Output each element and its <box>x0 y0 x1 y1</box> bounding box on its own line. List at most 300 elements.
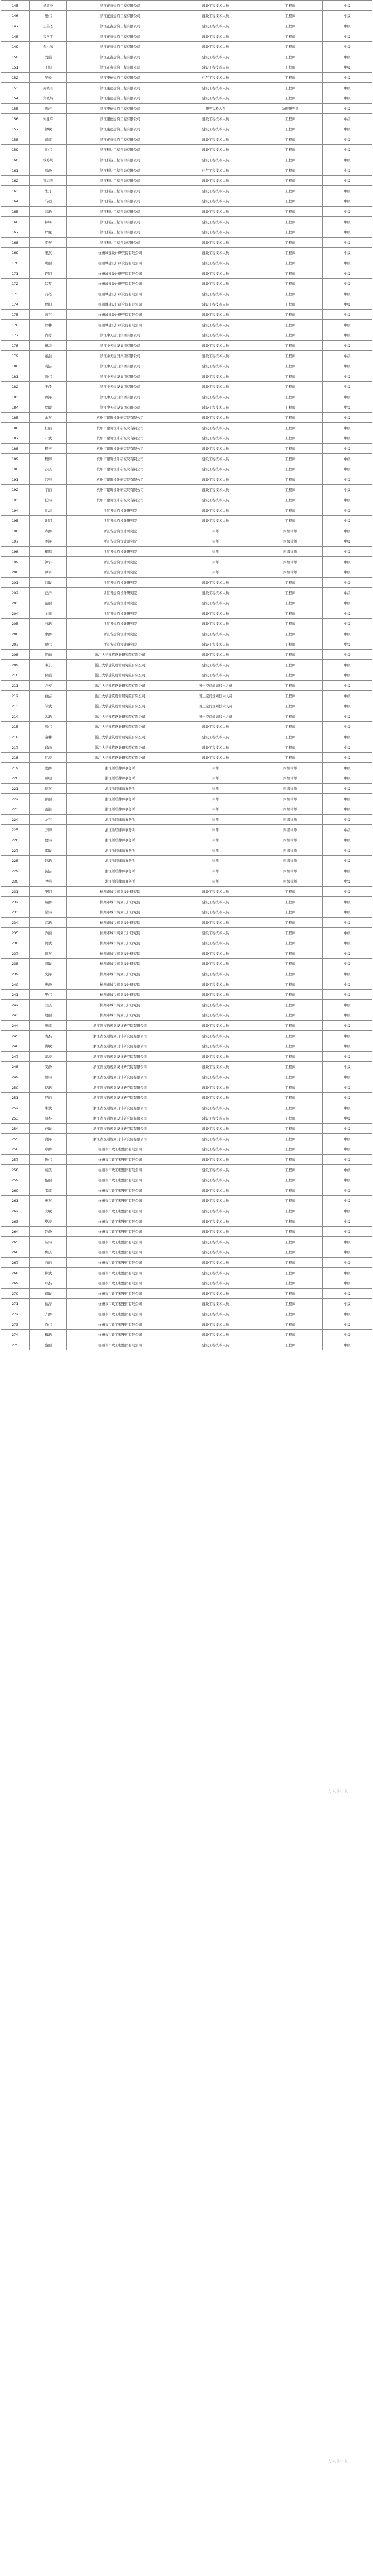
unit-cell: 浙江正鑫建筑工程有限公司 <box>67 134 173 145</box>
major-cell: 建设工程技术人员 <box>173 52 258 62</box>
unit-cell: 浙江省建筑设计研究院 <box>67 588 173 598</box>
level-cell: 中级 <box>323 1134 372 1144</box>
name-cell: 焦磊 <box>29 1247 67 1258</box>
unit-cell: 浙江省交通规划设计研究院有限公司 <box>67 1062 173 1072</box>
level-cell: 中级 <box>323 1227 372 1237</box>
row-number-cell: 192 <box>1 485 30 495</box>
unit-cell: 杭州城建设计研究院有限公司 <box>67 320 173 330</box>
level-cell: 中级 <box>323 52 372 62</box>
row-number-cell: 234 <box>1 918 30 928</box>
name-cell: 于晨 <box>29 382 67 392</box>
title-cell: 工程师 <box>258 742 323 753</box>
major-cell: 建设工程技术人员 <box>173 1144 258 1155</box>
level-cell: 中级 <box>323 217 372 227</box>
name-cell: 罗俊 <box>29 227 67 238</box>
title-cell: 工程师 <box>258 650 323 660</box>
unit-cell: 杭州市市政工程集团有限公司 <box>67 1216 173 1227</box>
unit-cell: 杭州市市政工程集团有限公司 <box>67 1299 173 1309</box>
table-row <box>1 42 372 52</box>
level-cell: 中级 <box>323 299 372 310</box>
level-cell: 中级 <box>323 856 372 866</box>
level-cell: 中级 <box>323 330 372 341</box>
table-row <box>1 629 372 639</box>
table-row <box>1 1247 372 1258</box>
name-cell: 冯静 <box>29 165 67 176</box>
title-cell: 四级律师 <box>258 784 323 794</box>
row-number-cell: 186 <box>1 423 30 433</box>
table-row <box>1 382 372 392</box>
name-cell: 赖杰 <box>29 948 67 959</box>
table-row <box>1 1155 372 1165</box>
title-cell: 工程师 <box>258 238 323 248</box>
title-cell: 助理研究员 <box>258 104 323 114</box>
row-number-cell: 168 <box>1 238 30 248</box>
level-cell: 中级 <box>323 464 372 474</box>
level-cell: 中级 <box>323 753 372 763</box>
major-cell: 建设工程技术人员 <box>173 887 258 897</box>
title-cell: 工程师 <box>258 196 323 207</box>
unit-cell: 浙江省建筑设计研究院 <box>67 547 173 557</box>
unit-cell: 浙江正鑫建筑工程有限公司 <box>67 62 173 73</box>
level-cell: 中级 <box>323 1031 372 1041</box>
row-number-cell: 215 <box>1 722 30 732</box>
unit-cell: 浙江正鑫建筑工程有限公司 <box>67 31 173 42</box>
row-number-cell: 163 <box>1 186 30 196</box>
name-cell: 兰磊 <box>29 1000 67 1010</box>
row-number-cell: 262 <box>1 1206 30 1216</box>
major-cell: 建设工程技术人员 <box>173 588 258 598</box>
name-cell: 安静 <box>29 1062 67 1072</box>
unit-cell: 浙江省交通规划设计研究院有限公司 <box>67 1041 173 1052</box>
table-row <box>1 907 372 918</box>
title-cell: 工程师 <box>258 969 323 979</box>
row-number-cell: 159 <box>1 145 30 155</box>
row-number-cell: 207 <box>1 639 30 650</box>
row-number-cell: 256 <box>1 1144 30 1155</box>
table-row <box>1 1330 372 1340</box>
level-cell: 中级 <box>323 887 372 897</box>
row-number-cell: 160 <box>1 155 30 165</box>
table-row <box>1 217 372 227</box>
unit-cell: 浙江省建筑设计研究院 <box>67 578 173 588</box>
level-cell: 中级 <box>323 279 372 289</box>
title-cell: 工程师 <box>258 1165 323 1175</box>
table-row <box>1 825 372 835</box>
table-row <box>1 227 372 238</box>
level-cell: 中级 <box>323 650 372 660</box>
major-cell: 建设工程技术人员 <box>173 114 258 124</box>
row-number-cell: 150 <box>1 52 30 62</box>
name-cell: 丛伟 <box>29 1237 67 1247</box>
name-cell: 倪磊 <box>29 1082 67 1093</box>
table-row <box>1 1124 372 1134</box>
table-row <box>1 1237 372 1247</box>
major-cell: 建设工程技术人员 <box>173 413 258 423</box>
row-number-cell: 198 <box>1 547 30 557</box>
title-cell: 工程师 <box>258 928 323 938</box>
row-number-cell: 239 <box>1 969 30 979</box>
title-cell: 工程师 <box>258 1000 323 1010</box>
row-number-cell: 195 <box>1 516 30 526</box>
major-cell: 律师 <box>173 876 258 887</box>
major-cell: 建设工程技术人员 <box>173 1052 258 1062</box>
name-cell: 陈萍 <box>29 104 67 114</box>
unit-cell: 杭州市市政工程集团有限公司 <box>67 1319 173 1330</box>
unit-cell: 浙江浙联律师事务所 <box>67 835 173 845</box>
name-cell: 白洁 <box>29 691 67 701</box>
name-cell: 芦敏 <box>29 1124 67 1134</box>
unit-cell: 浙江康德建筑工程有限公司 <box>67 114 173 124</box>
row-number-cell: 258 <box>1 1165 30 1175</box>
name-cell: 岳涛 <box>29 1299 67 1309</box>
level-cell: 中级 <box>323 732 372 742</box>
name-cell: 侯杰 <box>29 784 67 794</box>
major-cell: 建设工程技术人员 <box>173 1041 258 1052</box>
row-number-cell: 167 <box>1 227 30 238</box>
unit-cell: 浙江浙联律师事务所 <box>67 825 173 835</box>
level-cell: 中级 <box>323 207 372 217</box>
table-row <box>1 238 372 248</box>
unit-cell: 浙江科达工程咨询有限公司 <box>67 165 173 176</box>
row-number-cell: 244 <box>1 1021 30 1031</box>
level-cell: 中级 <box>323 196 372 207</box>
title-cell: 工程师 <box>258 578 323 588</box>
name-cell: 龙飞 <box>29 815 67 825</box>
level-cell: 中级 <box>323 722 372 732</box>
unit-cell: 浙江科达工程咨询有限公司 <box>67 217 173 227</box>
row-number-cell: 147 <box>1 21 30 31</box>
name-cell: 鲁伟 <box>29 1155 67 1165</box>
major-cell: 建设工程技术人员 <box>173 227 258 238</box>
level-cell: 中级 <box>323 1278 372 1289</box>
table-row <box>1 289 372 299</box>
level-cell: 中级 <box>323 588 372 598</box>
title-cell: 工程师 <box>258 485 323 495</box>
name-cell: 付强 <box>29 670 67 681</box>
level-cell: 中级 <box>323 1062 372 1072</box>
row-number-cell: 191 <box>1 474 30 485</box>
major-cell: 建设工程技术人员 <box>173 619 258 629</box>
major-cell: 建设工程技术人员 <box>173 608 258 619</box>
name-cell: 武磊 <box>29 918 67 928</box>
level-cell: 中级 <box>323 876 372 887</box>
level-cell: 中级 <box>323 227 372 238</box>
major-cell: 建设工程技术人员 <box>173 134 258 145</box>
row-number-cell: 274 <box>1 1330 30 1340</box>
unit-cell: 浙江大学建筑设计研究院有限公司 <box>67 753 173 763</box>
name-cell: 刘强 <box>29 52 67 62</box>
title-cell: 工程师 <box>258 959 323 969</box>
row-number-cell: 153 <box>1 83 30 93</box>
table-row <box>1 11 372 21</box>
name-cell: 施斌 <box>29 1021 67 1031</box>
row-number-cell: 190 <box>1 464 30 474</box>
row-number-cell: 227 <box>1 845 30 856</box>
unit-cell: 浙江正鑫建筑工程有限公司 <box>67 1 173 11</box>
table-row <box>1 1062 372 1072</box>
major-cell: 建设工程技术人员 <box>173 938 258 948</box>
title-cell: 工程师 <box>258 629 323 639</box>
unit-cell: 浙江科达工程咨询有限公司 <box>67 145 173 155</box>
name-cell: 樊伟 <box>29 990 67 1000</box>
title-cell: 工程师 <box>258 1278 323 1289</box>
unit-cell: 浙江浙联律师事务所 <box>67 804 173 815</box>
level-cell: 中级 <box>323 1309 372 1319</box>
title-cell: 工程师 <box>258 608 323 619</box>
unit-cell: 浙江中天建设集团有限公司 <box>67 330 173 341</box>
name-cell: 施伟 <box>29 11 67 21</box>
row-number-cell: 268 <box>1 1268 30 1278</box>
name-cell: 夏雨 <box>29 650 67 660</box>
major-cell: 律师 <box>173 567 258 578</box>
name-cell: 吕强 <box>29 474 67 485</box>
title-cell: 工程师 <box>258 31 323 42</box>
table-row <box>1 176 372 186</box>
table-row <box>1 969 372 979</box>
level-cell: 中级 <box>323 248 372 258</box>
level-cell: 中级 <box>323 176 372 186</box>
table-row <box>1 1309 372 1319</box>
title-cell: 工程师 <box>258 897 323 907</box>
level-cell: 中级 <box>323 629 372 639</box>
title-cell: 四级律师 <box>258 763 323 773</box>
level-cell: 中级 <box>323 1010 372 1021</box>
name-cell: 程亮 <box>29 444 67 454</box>
title-list-sheet <box>1 0 372 1350</box>
row-number-cell: 238 <box>1 959 30 969</box>
name-cell: 齐静 <box>29 1309 67 1319</box>
title-cell: 工程师 <box>258 598 323 608</box>
major-cell: 建设工程技术人员 <box>173 1072 258 1082</box>
title-list-table <box>1 0 372 1350</box>
unit-cell: 杭州市市政工程集团有限公司 <box>67 1278 173 1289</box>
title-cell: 工程师 <box>258 114 323 124</box>
row-number-cell: 188 <box>1 444 30 454</box>
table-row <box>1 938 372 948</box>
level-cell: 中级 <box>323 526 372 536</box>
level-cell: 中级 <box>323 773 372 784</box>
title-cell: 工程师 <box>258 392 323 402</box>
level-cell: 中级 <box>323 918 372 928</box>
table-row <box>1 835 372 845</box>
unit-cell: 浙江省建筑设计研究院 <box>67 629 173 639</box>
unit-cell: 浙江中天建设集团有限公司 <box>67 371 173 382</box>
unit-cell: 浙江省建筑设计研究院 <box>67 526 173 536</box>
table-row <box>1 918 372 928</box>
level-cell: 中级 <box>323 938 372 948</box>
unit-cell: 浙江省建筑设计研究院 <box>67 619 173 629</box>
unit-cell: 浙江省交通规划设计研究院有限公司 <box>67 1103 173 1113</box>
major-cell: 电气工程技术人员 <box>173 73 258 83</box>
title-cell: 工程师 <box>258 83 323 93</box>
major-cell: 建设工程技术人员 <box>173 629 258 639</box>
unit-cell: 浙江正鑫建筑工程有限公司 <box>67 42 173 52</box>
table-row <box>1 1113 372 1124</box>
title-cell: 工程师 <box>258 1340 323 1350</box>
unit-cell: 浙江科达工程咨询有限公司 <box>67 238 173 248</box>
title-cell: 工程师 <box>258 1247 323 1258</box>
row-number-cell: 171 <box>1 268 30 279</box>
table-row <box>1 866 372 876</box>
level-cell: 中级 <box>323 73 372 83</box>
level-cell: 中级 <box>323 1093 372 1103</box>
title-cell: 工程师 <box>258 660 323 670</box>
unit-cell: 杭州市市政工程集团有限公司 <box>67 1247 173 1258</box>
title-cell: 工程师 <box>258 1134 323 1144</box>
unit-cell: 浙江浙联律师事务所 <box>67 856 173 866</box>
unit-cell: 浙江省交通规划设计研究院有限公司 <box>67 1113 173 1124</box>
row-number-cell: 175 <box>1 310 30 320</box>
major-cell: 建设工程技术人员 <box>173 42 258 52</box>
title-cell: 四级律师 <box>258 815 323 825</box>
title-cell: 工程师 <box>258 11 323 21</box>
title-cell: 四级律师 <box>258 794 323 804</box>
row-number-cell: 194 <box>1 505 30 516</box>
table-row <box>1 660 372 670</box>
title-cell: 工程师 <box>258 145 323 155</box>
unit-cell: 浙江科达工程咨询有限公司 <box>67 186 173 196</box>
name-cell: 沿伟 <box>29 1319 67 1330</box>
major-cell: 建设工程技术人员 <box>173 1010 258 1021</box>
unit-cell: 浙江正鑫建筑工程有限公司 <box>67 52 173 62</box>
table-row <box>1 1185 372 1196</box>
table-row <box>1 928 372 938</box>
table-row <box>1 402 372 413</box>
title-cell: 工程师 <box>258 990 323 1000</box>
title-cell: 四级律师 <box>258 825 323 835</box>
table-row <box>1 1289 372 1299</box>
title-cell: 四级律师 <box>258 804 323 815</box>
major-cell: 建设工程技术人员 <box>173 990 258 1000</box>
name-cell: 熊伟 <box>29 722 67 732</box>
title-cell: 工程师 <box>258 691 323 701</box>
unit-cell: 浙江康德建筑工程有限公司 <box>67 104 173 114</box>
major-cell: 建设工程技术人员 <box>173 1258 258 1268</box>
level-cell: 中级 <box>323 598 372 608</box>
unit-cell: 杭州市城市规划设计研究院 <box>67 918 173 928</box>
level-cell: 中级 <box>323 11 372 21</box>
major-cell: 建设工程技术人员 <box>173 330 258 341</box>
row-number-cell: 259 <box>1 1175 30 1185</box>
unit-cell: 浙江省交通规划设计研究院有限公司 <box>67 1031 173 1041</box>
row-number-cell: 216 <box>1 732 30 742</box>
row-number-cell: 164 <box>1 196 30 207</box>
unit-cell: 杭州市市政工程集团有限公司 <box>67 1289 173 1299</box>
row-number-cell: 162 <box>1 176 30 186</box>
table-row <box>1 104 372 114</box>
major-cell: 建设工程技术人员 <box>173 258 258 268</box>
major-cell: 建设工程技术人员 <box>173 433 258 444</box>
unit-cell: 浙江大学建筑设计研究院有限公司 <box>67 722 173 732</box>
level-cell: 中级 <box>323 835 372 845</box>
title-cell: 工程师 <box>258 310 323 320</box>
major-cell: 律师 <box>173 845 258 856</box>
name-cell: 胡斌 <box>29 134 67 145</box>
table-row <box>1 887 372 897</box>
level-cell: 中级 <box>323 186 372 196</box>
row-number-cell: 226 <box>1 835 30 845</box>
major-cell: 律师 <box>173 526 258 536</box>
major-cell: 国土空间规划技术人员 <box>173 701 258 711</box>
table-row <box>1 279 372 289</box>
watermark: 人人讲HR <box>327 1789 348 1794</box>
level-cell: 中级 <box>323 1144 372 1155</box>
level-cell: 中级 <box>323 1103 372 1113</box>
level-cell: 中级 <box>323 289 372 299</box>
title-cell: 工程师 <box>258 753 323 763</box>
name-cell: 陶杰 <box>29 1031 67 1041</box>
major-cell: 建设工程技术人员 <box>173 217 258 227</box>
level-cell: 中级 <box>323 1082 372 1093</box>
title-cell: 工程师 <box>258 1155 323 1165</box>
table-row <box>1 701 372 711</box>
major-cell: 建设工程技术人员 <box>173 897 258 907</box>
title-cell: 四级律师 <box>258 856 323 866</box>
name-cell: 陆敏 <box>29 578 67 588</box>
major-cell: 建设工程技术人员 <box>173 1196 258 1206</box>
major-cell: 建设工程技术人员 <box>173 1247 258 1258</box>
level-cell: 中级 <box>323 794 372 804</box>
table-row <box>1 268 372 279</box>
level-cell: 中级 <box>323 454 372 464</box>
unit-cell: 浙江浙联律师事务所 <box>67 866 173 876</box>
major-cell: 电气工程技术人员 <box>173 165 258 176</box>
level-cell: 中级 <box>323 547 372 557</box>
title-cell: 工程师 <box>258 1299 323 1309</box>
table-row <box>1 1000 372 1010</box>
table-row <box>1 1165 372 1175</box>
row-number-cell: 255 <box>1 1134 30 1144</box>
name-cell: 郑晓辉 <box>29 93 67 104</box>
major-cell: 建设工程技术人员 <box>173 1155 258 1165</box>
unit-cell: 杭州市城市规划设计研究院 <box>67 979 173 990</box>
row-number-cell: 185 <box>1 413 30 423</box>
table-row <box>1 1134 372 1144</box>
title-cell: 工程师 <box>258 1309 323 1319</box>
title-cell: 工程师 <box>258 73 323 83</box>
major-cell: 建设工程技术人员 <box>173 1330 258 1340</box>
unit-cell: 浙江省交通规划设计研究院有限公司 <box>67 1021 173 1031</box>
row-number-cell: 182 <box>1 382 30 392</box>
title-cell: 工程师 <box>258 268 323 279</box>
unit-cell: 浙江浙联律师事务所 <box>67 794 173 804</box>
title-cell: 工程师 <box>258 1237 323 1247</box>
major-cell: 建设工程技术人员 <box>173 1134 258 1144</box>
name-cell: 任伟 <box>29 495 67 505</box>
row-number-cell: 199 <box>1 557 30 567</box>
unit-cell: 杭州市建筑设计研究院有限公司 <box>67 413 173 423</box>
name-cell: 程学明 <box>29 31 67 42</box>
major-cell: 建设工程技术人员 <box>173 969 258 979</box>
row-number-cell: 181 <box>1 371 30 382</box>
level-cell: 中级 <box>323 959 372 969</box>
major-cell: 建设工程技术人员 <box>173 248 258 258</box>
unit-cell: 浙江中天建设集团有限公司 <box>67 392 173 402</box>
major-cell: 建设工程技术人员 <box>173 1309 258 1319</box>
title-cell: 工程师 <box>258 701 323 711</box>
major-cell: 建设工程技术人员 <box>173 207 258 217</box>
name-cell: 钱婷婷 <box>29 155 67 165</box>
table-row <box>1 73 372 83</box>
title-cell: 工程师 <box>258 1124 323 1134</box>
unit-cell: 浙江大学建筑设计研究院有限公司 <box>67 701 173 711</box>
unit-cell: 浙江大学建筑设计研究院有限公司 <box>67 691 173 701</box>
table-row <box>1 485 372 495</box>
title-cell: 工程师 <box>258 1072 323 1082</box>
name-cell: 林峰 <box>29 217 67 227</box>
title-cell: 四级律师 <box>258 526 323 536</box>
title-cell: 工程师 <box>258 918 323 928</box>
